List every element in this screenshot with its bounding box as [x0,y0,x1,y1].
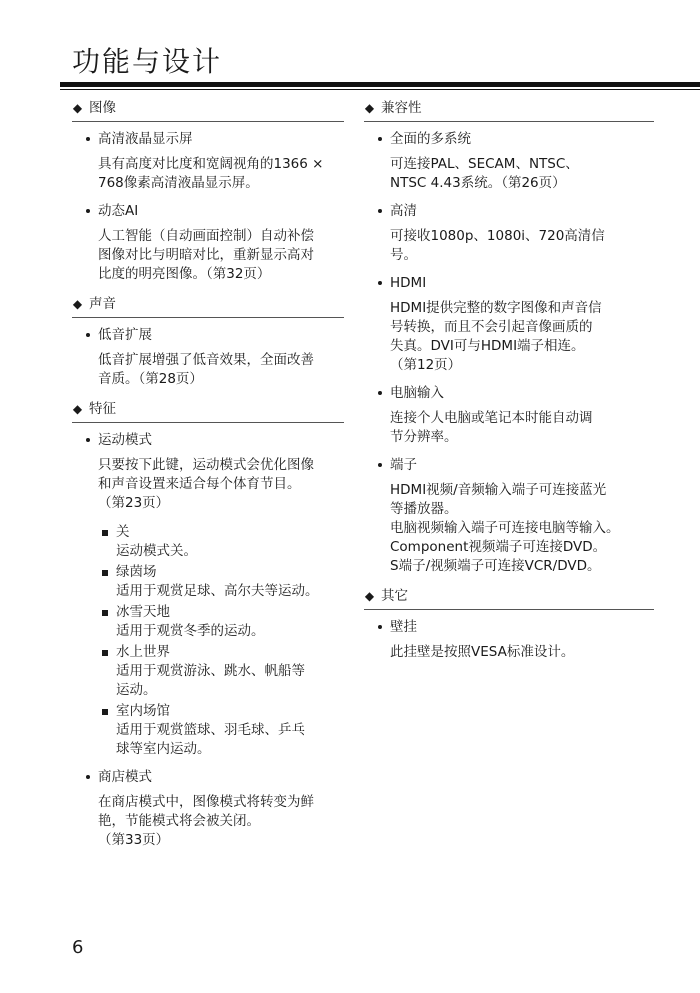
feature-description [390,299,654,375]
description-line: 号转换，而且不会引起音像画质的 [390,319,593,335]
description-line: 在商店模式中，图像模式将转变为鲜 [98,794,314,810]
bullet-dot-icon [86,775,90,779]
section-title: 图像 [89,100,116,116]
section-header [364,584,654,610]
mode-list [98,523,344,759]
bullet-dot-icon [86,209,90,213]
section-title: 兼容性 [381,100,422,116]
diamond-bullet-icon: ◆ [364,101,375,115]
diamond-bullet-icon: ◆ [72,297,83,311]
section-header [72,96,344,122]
square-bullet-icon [102,709,108,715]
feature-description [390,481,654,576]
description-line: 只要按下此键，运动模式会优化图像 [98,457,314,473]
description-line: （第12页） [390,357,462,373]
mode-description-line: 适用于观赏足球、高尔夫等运动。 [116,583,319,599]
description-line: 768像素高清液晶显示屏。 [98,175,259,191]
mode-description-line: 适用于观赏游泳、跳水、帆船等 [116,663,305,679]
mode-item [102,563,344,601]
description-line: 连接个人电脑或笔记本时能自动调 [390,410,593,426]
bullet-dot-icon [86,137,90,141]
feature-item [364,617,654,662]
feature-description [390,409,654,447]
feature-section [72,292,344,389]
left-column [72,96,344,858]
mode-title: 关 [116,524,130,540]
description-line: 此挂壁是按照VESA标准设计。 [390,644,575,660]
mode-item [102,603,344,641]
feature-section [364,96,654,576]
title-rule-thin [60,89,700,90]
diamond-bullet-icon: ◆ [72,402,83,416]
description-line: 艳，节能模式将会被关闭。 [98,813,260,829]
section-header [72,292,344,318]
square-bullet-icon [102,650,108,656]
mode-description-line: 运动。 [116,682,157,698]
bullet-dot-icon [378,209,382,213]
feature-title: 商店模式 [98,769,152,785]
mode-description-line: 球等室内运动。 [116,741,211,757]
description-line: 图像对比与明暗对比，重新显示高对 [98,247,314,263]
section-title: 特征 [89,401,116,417]
title-rule-thick [60,82,700,87]
description-line: 等播放器。 [390,501,458,517]
feature-title: 高清液晶显示屏 [98,131,193,147]
feature-title: 电脑输入 [390,385,444,401]
feature-section [72,397,344,850]
feature-title: 动态AI [98,203,139,219]
mode-item [102,523,344,561]
feature-title: 高清 [390,203,417,219]
mode-title: 水上世界 [116,644,170,660]
page-number: 6 [72,937,84,958]
description-line: 音质。（第28页） [98,371,203,387]
description-line: 人工智能（自动画面控制）自动补偿 [98,228,314,244]
bullet-dot-icon [378,463,382,467]
section-header [72,397,344,423]
mode-description-line: 适用于观赏冬季的运动。 [116,623,265,639]
feature-section [72,96,344,284]
feature-item [364,455,654,576]
feature-description [98,227,344,284]
mode-title: 冰雪天地 [116,604,170,620]
description-line: 比度的明亮图像。（第32页） [98,266,271,282]
feature-item [72,767,344,850]
feature-title: HDMI [390,275,427,291]
section-title: 其它 [381,588,408,604]
bullet-dot-icon [378,391,382,395]
feature-description [98,155,344,193]
diamond-bullet-icon: ◆ [364,589,375,603]
section-title: 声音 [89,296,116,312]
feature-section [364,584,654,662]
feature-description [390,227,654,265]
mode-description-line: 运动模式关。 [116,543,197,559]
feature-item [364,383,654,447]
right-column [364,96,654,670]
square-bullet-icon [102,530,108,536]
feature-title: 端子 [390,457,417,473]
square-bullet-icon [102,570,108,576]
feature-item [72,430,344,759]
bullet-dot-icon [378,281,382,285]
feature-item [72,325,344,389]
feature-title: 运动模式 [98,432,152,448]
feature-item [72,129,344,193]
section-header [364,96,654,122]
feature-item [364,201,654,265]
feature-description [98,351,344,389]
page-title: 功能与设计 [72,45,223,78]
description-line: 具有高度对比度和宽阔视角的1366 × [98,156,324,172]
feature-title: 低音扩展 [98,327,152,343]
description-line: 电脑视频输入端子可连接电脑等输入。 [390,520,620,536]
bullet-dot-icon [378,137,382,141]
mode-item [102,702,344,759]
mode-item [102,643,344,700]
feature-item [364,273,654,375]
description-line: Component视频端子可连接DVD。 [390,539,607,555]
mode-title: 室内场馆 [116,703,170,719]
description-line: （第23页） [98,495,170,511]
feature-description [390,643,654,662]
description-line: HDMI提供完整的数字图像和声音信 [390,300,602,316]
feature-title: 全面的多系统 [390,131,471,147]
bullet-dot-icon [86,333,90,337]
description-line: 和声音设置来适合每个体育节目。 [98,476,301,492]
mode-title: 绿茵场 [116,564,157,580]
feature-description [98,793,344,850]
description-line: 可接收1080p、1080i、720高清信 [390,228,605,244]
description-line: HDMI视频/音频输入端子可连接蓝光 [390,482,607,498]
feature-title: 壁挂 [390,619,417,635]
description-line: NTSC 4.43系统。（第26页） [390,175,566,191]
description-line: 号。 [390,247,417,263]
feature-item [364,129,654,193]
description-line: 低音扩展增强了低音效果，全面改善 [98,352,314,368]
description-line: （第33页） [98,832,170,848]
mode-description-line: 适用于观赏篮球、羽毛球、乒乓 [116,722,305,738]
bullet-dot-icon [378,625,382,629]
feature-description [98,456,344,513]
diamond-bullet-icon: ◆ [72,101,83,115]
description-line: S端子/视频端子可连接VCR/DVD。 [390,558,601,574]
bullet-dot-icon [86,438,90,442]
description-line: 失真。DVI可与HDMI端子相连。 [390,338,585,354]
description-line: 节分辨率。 [390,429,458,445]
square-bullet-icon [102,610,108,616]
feature-item [72,201,344,284]
description-line: 可连接PAL、SECAM、NTSC、 [390,156,579,172]
feature-description [390,155,654,193]
